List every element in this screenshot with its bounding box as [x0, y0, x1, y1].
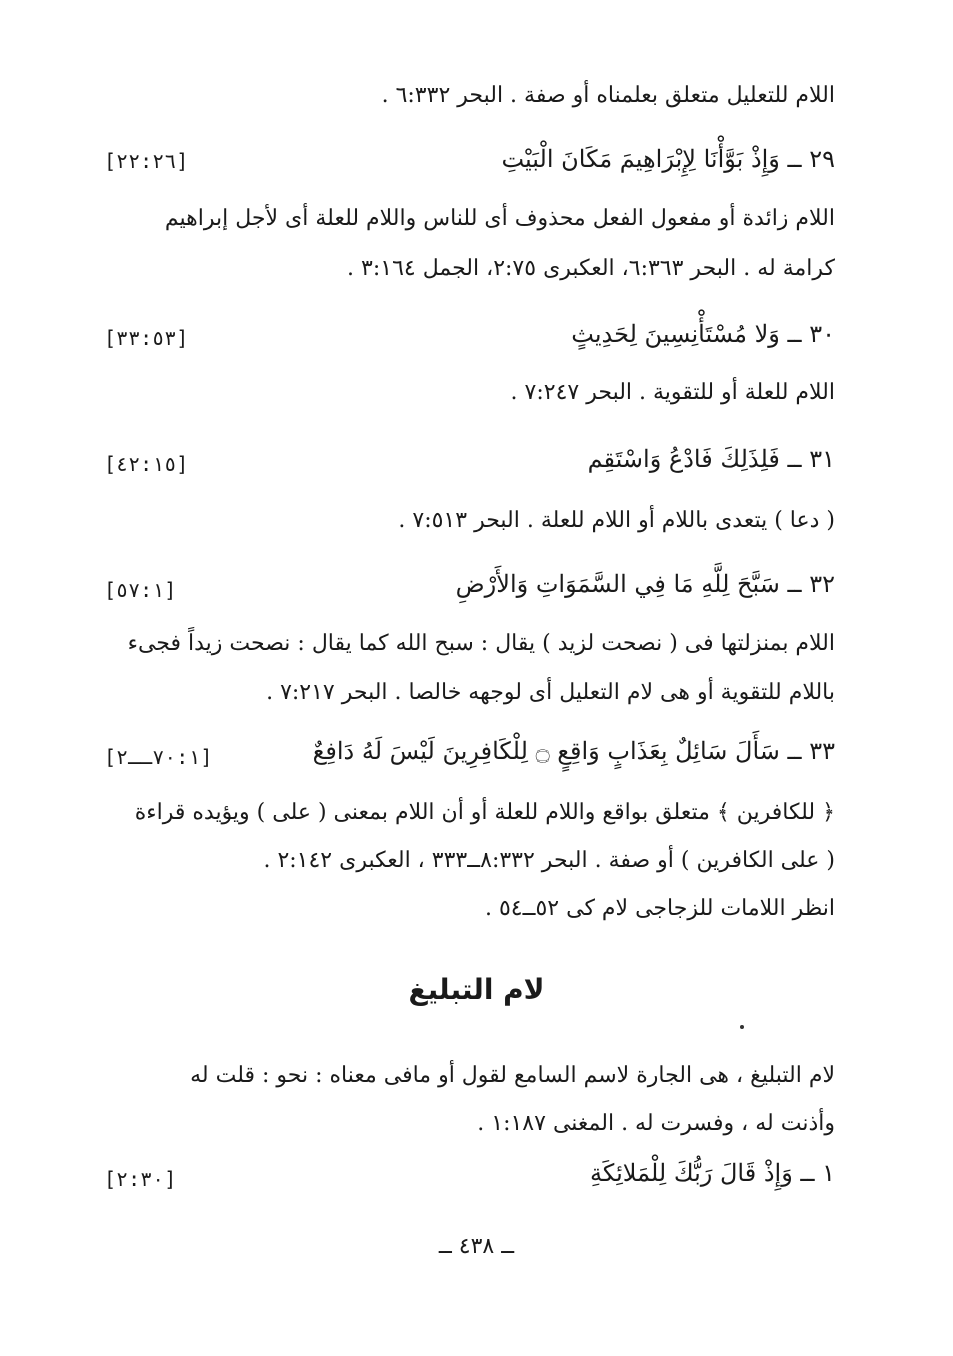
verse-30: ٣٠ ــ وَلا مُسْتَأْنِسِينَ لِحَدِيثٍ [571, 320, 835, 348]
verse-29-ref: [٢٢:٢٦] [104, 149, 189, 173]
note-line: انظر اللامات للزجاجى لام كى ٥٢ــ٥٤ . [484, 896, 835, 921]
note-line: ( على الكافرين ) أو صفة . البحر ٨:٣٣٢ــ٣٣٣ ، العكبرى ٢:١٤٢ . [263, 848, 835, 873]
verse-29: ٢٩ ــ وَإِذْ بَوَّأْنَا لِإِبْرَاهِيمَ مَكَانَ الْبَيْتِ [501, 145, 835, 173]
verse-30-ref: [٣٣:٥٣] [104, 326, 189, 350]
verse-33-ref: [٧٠:١ــ٢] [104, 745, 213, 769]
verse-31-ref: [٤٢:١٥] [104, 452, 189, 476]
note-line: اللام للعلة أو للتقوية . البحر ٧:٢٤٧ . [510, 380, 835, 405]
verse-32-ref: [٥٧:١] [104, 578, 177, 602]
note-line: وأذنت له ، وفسرت له . المغنى ١:١٨٧ . [477, 1111, 835, 1136]
note-line: باللام للتقوية أو هى لام التعليل أى لوجهه خالصا . البحر ٧:٢١٧ . [266, 680, 835, 705]
note-line: اللام بمنزلتها فى ( نصحت لزيد ) يقال : سبح الله كما يقال : نصحت زيداً فجىء [127, 631, 835, 656]
page-number: ــ ٤٣٨ ــ [438, 1234, 515, 1259]
section-heading: لام التبليغ [408, 973, 545, 1006]
note-line: اللام زائدة أو مفعول الفعل محذوف أى للناس واللام للعلة أى لأجل إبراهيم [164, 206, 835, 231]
note-line: كرامة له . البحر ٦:٣٦٣، العكبرى ٢:٧٥، الجمل ٣:١٦٤ . [347, 256, 835, 281]
verse-1: ١ ــ وَإِذْ قَالَ رَبُّكَ لِلْمَلائِكَةِ [589, 1159, 835, 1187]
note-line: لام التبليغ ، هى الجارة لاسم السامع لقول أو مافى معناه : نحو : قلت له [190, 1063, 835, 1088]
note-line: اللام للتعليل متعلق بعلمناه أو صفة . البحر ٦:٣٣٢ . [381, 83, 835, 108]
verse-1-ref: [٢:٣٠] [104, 1167, 177, 1191]
note-line: ﴿ للكافرين ﴾ متعلق بواقع واللام للعلة أو أن اللام بمعنى ( على ) ويؤيده قراءة [134, 800, 835, 825]
verse-33: ٣٣ ــ سَأَلَ سَائِلٌ بِعَذَابٍ وَاقِعٍ ۝ لِلْكَافِرِينَ لَيْسَ لَهُ دَافِعٌ [312, 737, 835, 765]
verse-32: ٣٢ ــ سَبَّحَ لِلَّهِ مَا فِي السَّمَوَاتِ وَالأَرْضِ [455, 570, 835, 598]
note-line: ( دعا ) يتعدى باللام أو اللام للعلة . البحر ٧:٥١٣ . [398, 508, 835, 533]
verse-31: ٣١ ــ فَلِذَلِكَ فَادْعُ وَاسْتَقِم [587, 445, 835, 473]
ink-speck [740, 1025, 744, 1029]
